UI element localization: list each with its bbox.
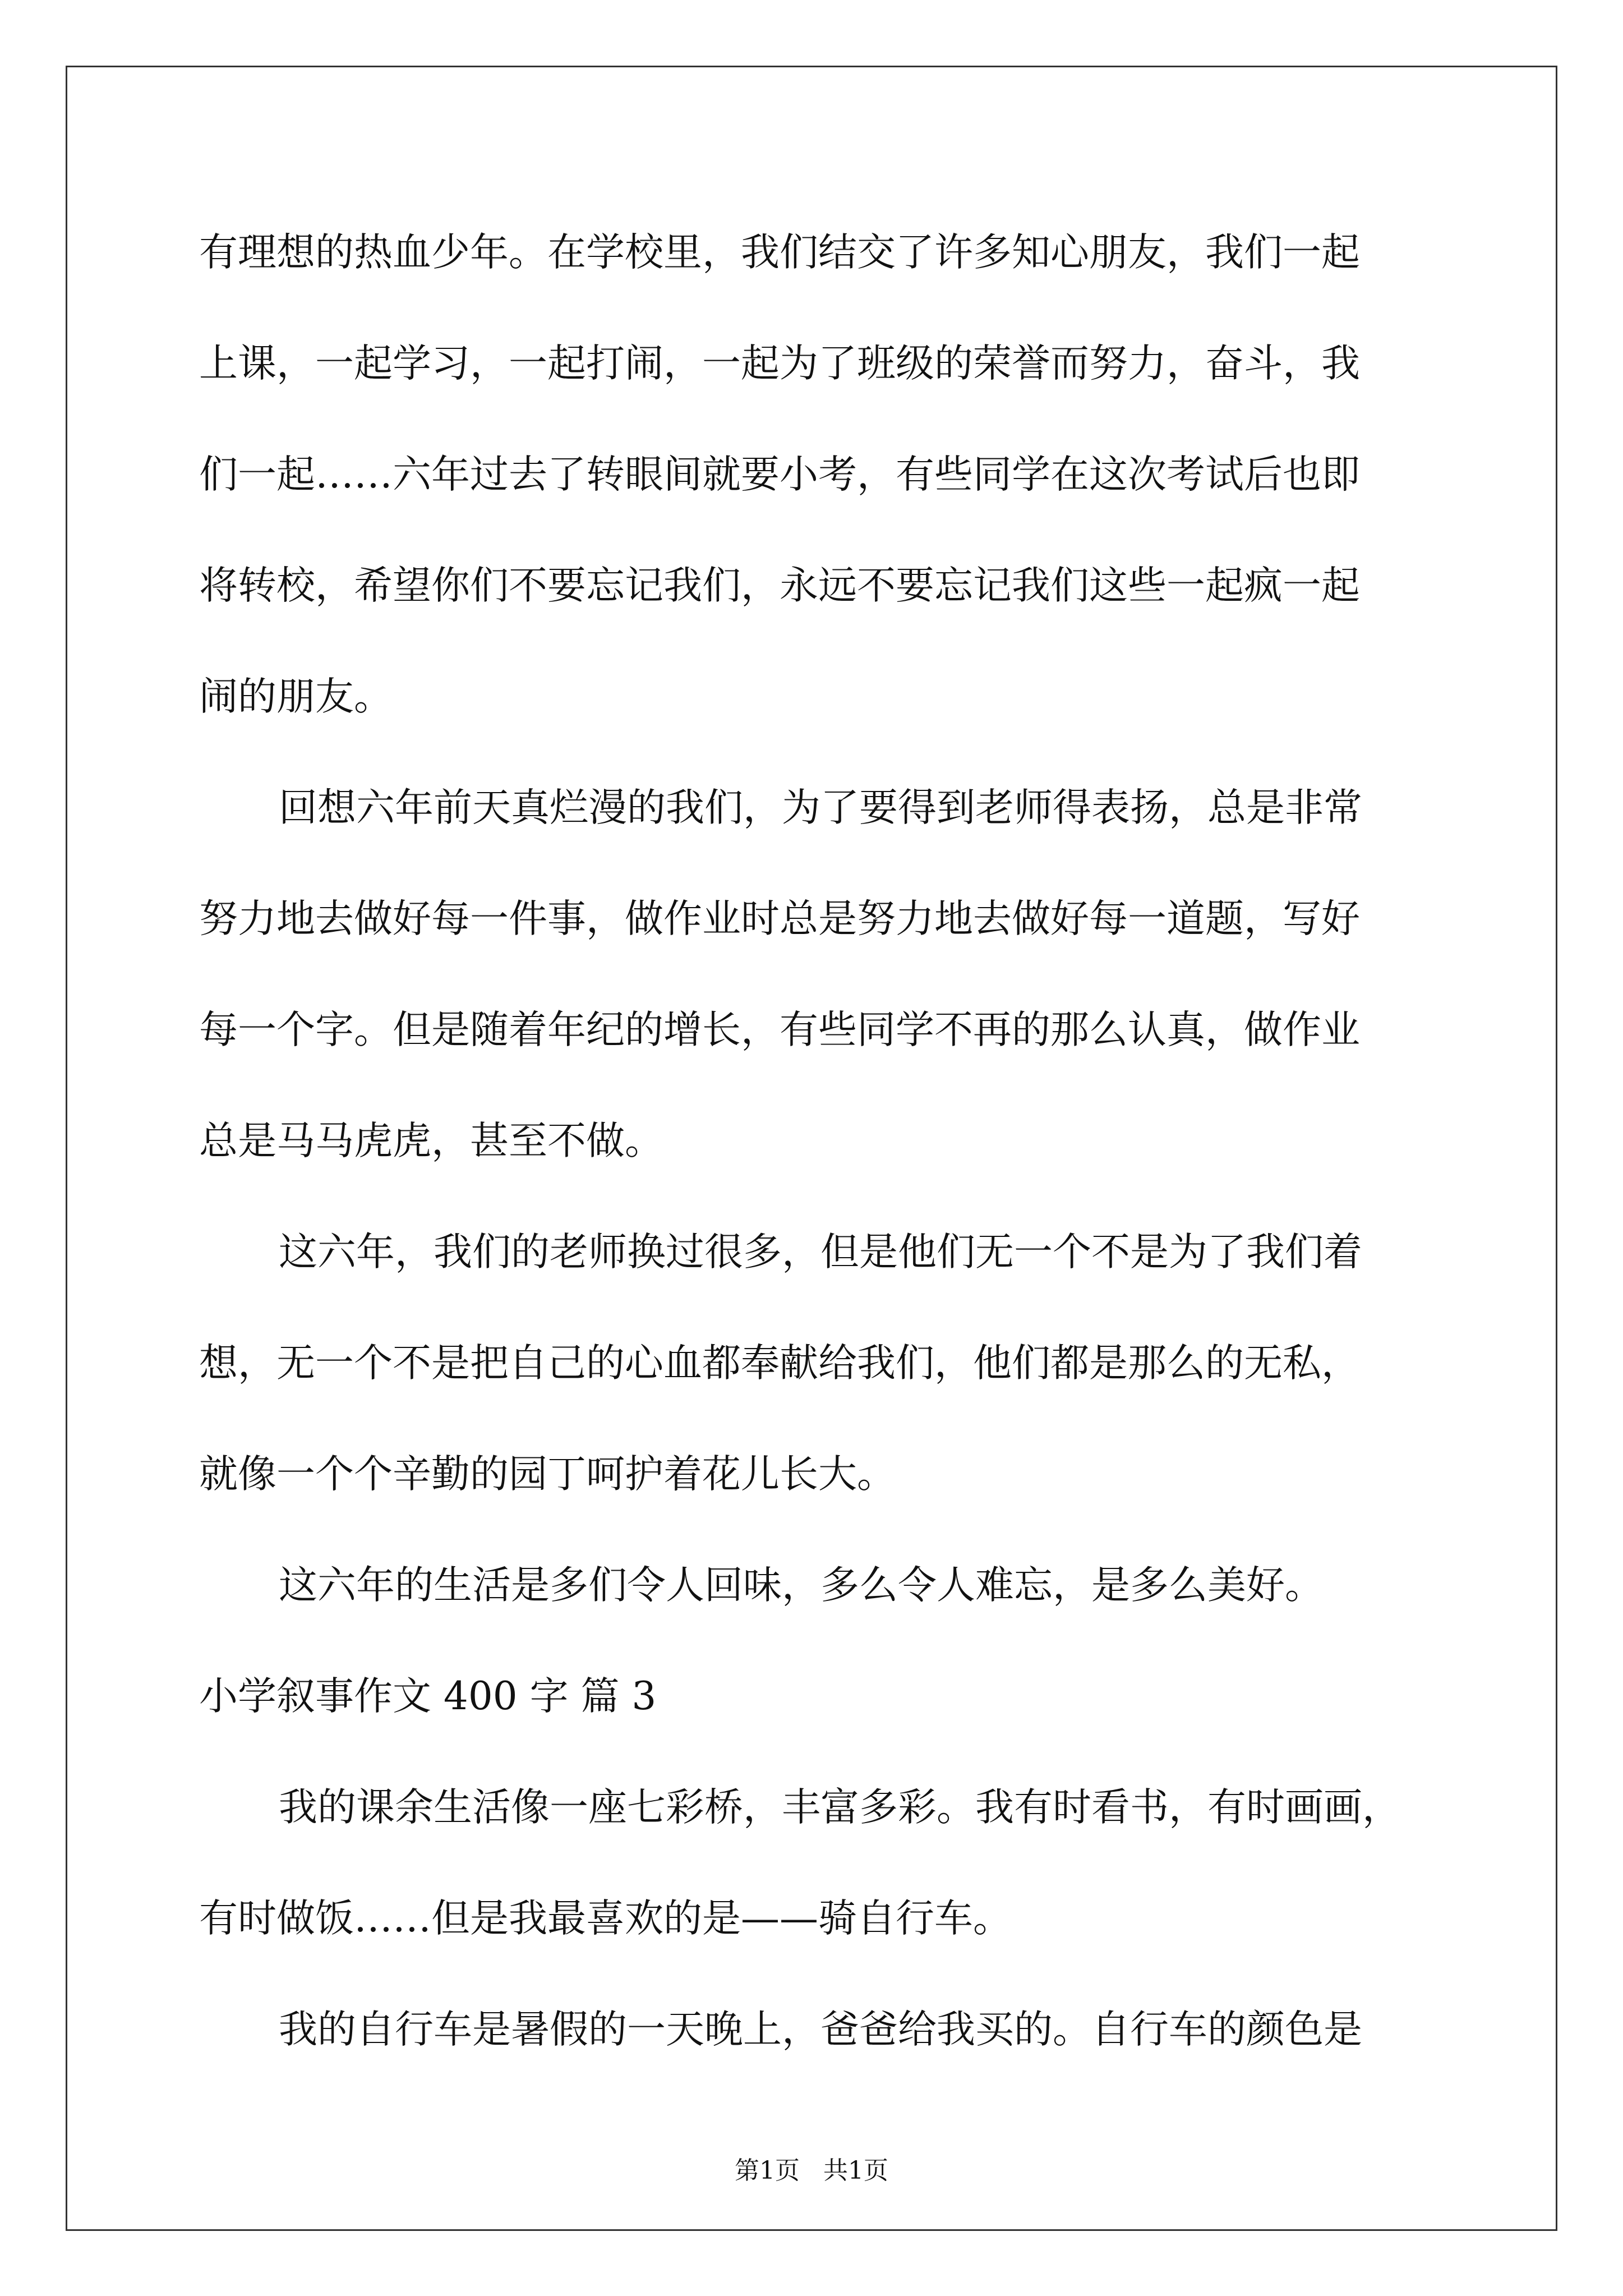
text-line: 想，无一个不是把自己的心血都奉献给我们，他们都是那么的无私， xyxy=(199,1341,1360,1386)
text-line: 闹的朋友。 xyxy=(199,674,393,719)
section-heading: 小学叙事作文 400 字 篇 3 xyxy=(199,1674,657,1719)
text-line: 有理想的热血少年。在学校里，我们结交了许多知心朋友，我们一起 xyxy=(199,230,1360,275)
text-line: 们一起……六年过去了转眼间就要小考，有些同学在这次考试后也即 xyxy=(199,452,1360,497)
text-line: 将转校，希望你们不要忘记我们，永远不要忘记我们这些一起疯一起 xyxy=(199,563,1360,608)
text-line: 就像一个个辛勤的园丁呵护着花儿长大。 xyxy=(199,1452,896,1497)
text-line: 每一个字。但是随着年纪的增长，有些同学不再的那么认真，做作业 xyxy=(199,1007,1360,1052)
page-footer: 第1页 共1页 xyxy=(735,2156,888,2185)
text-line: 努力地去做好每一件事，做作业时总是努力地去做好每一道题，写好 xyxy=(199,896,1360,941)
text-line: 我的自行车是暑假的一天晚上，爸爸给我买的。自行车的颜色是 xyxy=(279,2007,1362,2052)
text-line: 上课，一起学习，一起打闹，一起为了班级的荣誉而努力，奋斗，我 xyxy=(199,341,1360,386)
text-line: 回想六年前天真烂漫的我们，为了要得到老师得表扬，总是非常 xyxy=(279,785,1362,830)
text-line: 总是马马虎虎，甚至不做。 xyxy=(199,1119,663,1163)
text-line: 这六年，我们的老师换过很多，但是他们无一个不是为了我们着 xyxy=(279,1230,1362,1274)
text-line: 我的课余生活像一座七彩桥，丰富多彩。我有时看书，有时画画， xyxy=(279,1785,1401,1830)
text-line: 这六年的生活是多们令人回味，多么令人难忘，是多么美好。 xyxy=(279,1563,1324,1608)
text-line: 有时做饭……但是我最喜欢的是——骑自行车。 xyxy=(199,1896,1012,1941)
